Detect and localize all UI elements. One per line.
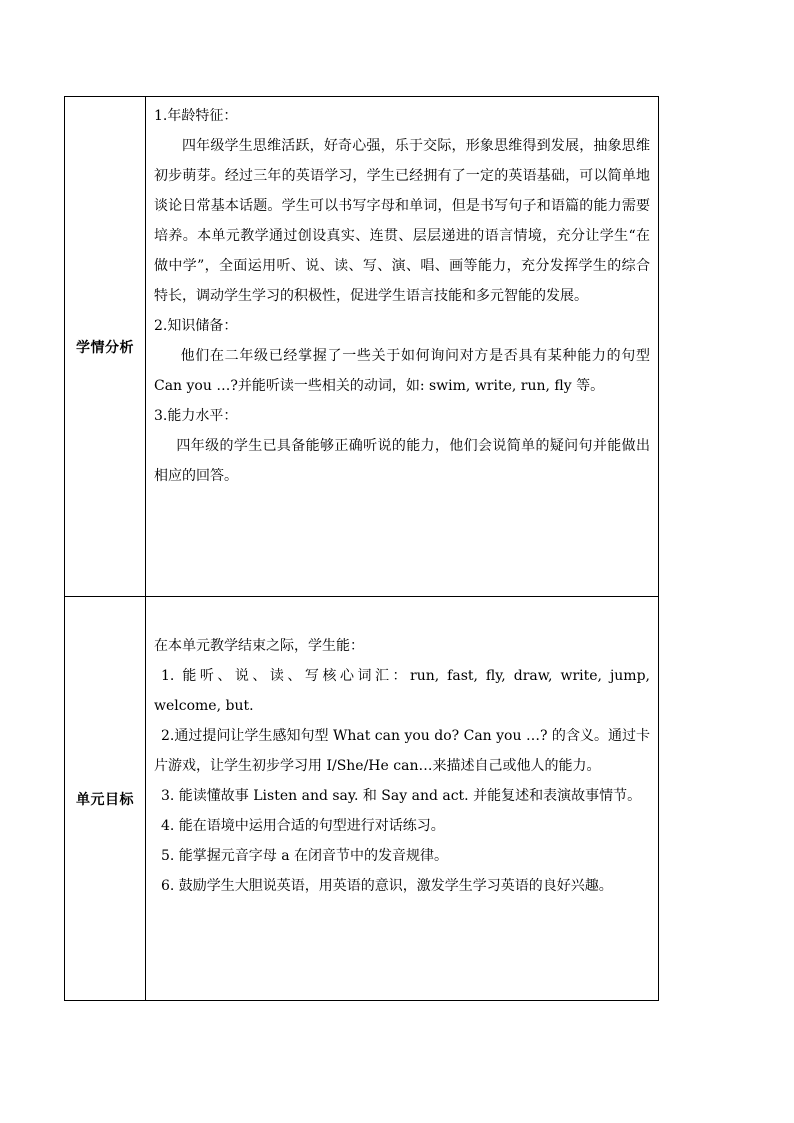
knowledge-heading: 2.知识储备： — [154, 318, 238, 334]
age-features-text: 四年级学生思维活跃，好奇心强，乐于交际，形象思维得到发展，抽象思维初步萌芽。经过三年的英语学习，学生已经拥有了一定的英语基础，可以简单地谈论日常基本话题。学生可以书写字母和单词，但是书写句子和语篇的能力需要培养。本单元教学通过创设真实、连贯、层层递进的语言情境，充分让学生“在做中学”，全面运用听、说、读、写、演、唱、画等能力，充分发挥学生的综合特长，调动学生学习的积极性，促进学生语言技能和多元智能的发展。 — [154, 138, 650, 304]
student-analysis-label: 学情分析 — [65, 97, 146, 597]
ability-heading: 3.能力水平： — [154, 408, 238, 424]
student-analysis-row — [65, 97, 659, 597]
unit-goals-content — [146, 597, 659, 1001]
ability-text: 四年级的学生已具备能够正确听说的能力，他们会说简单的疑问句并能做出相应的回答。 — [154, 438, 650, 484]
goals-intro: 在本单元教学结束之际，学生能： — [154, 638, 364, 654]
knowledge-text: 他们在二年级已经掌握了一些关于如何询问对方是否具有某种能力的句型 Can you …?并能听读一些相关的动词，如: swim, write, run, fly 等。 — [154, 348, 650, 394]
lesson-plan-table — [64, 96, 659, 1001]
goal-item-2: 2.通过提问让学生感知句型 What can you do? Can you …? 的含义。通过卡片游戏，让学生初步学习用 I/She/He can…来描述自己或他人的能力。 — [154, 728, 650, 774]
goal-item-4: 4. 能在语境中运用合适的句型进行对话练习。 — [161, 818, 445, 834]
goal-item-6: 6. 鼓励学生大胆说英语，用英语的意识，激发学生学习英语的良好兴趣。 — [161, 878, 613, 894]
student-analysis-content — [146, 97, 659, 597]
unit-goals-label: 单元目标 — [65, 597, 146, 1001]
goal-item-3: 3. 能读懂故事 Listen and say. 和 Say and act. 并能复述和表演故事情节。 — [161, 788, 642, 804]
goal-item-1: 1. 能听、说、读、写核心词汇：run, fast, fly, draw, write, jump, welcome, but. — [154, 668, 650, 714]
goal-item-5: 5. 能掌握元音字母 a 在闭音节中的发音规律。 — [161, 848, 449, 864]
age-features-heading: 1.年龄特征： — [154, 108, 238, 124]
unit-goals-row — [65, 597, 659, 1001]
